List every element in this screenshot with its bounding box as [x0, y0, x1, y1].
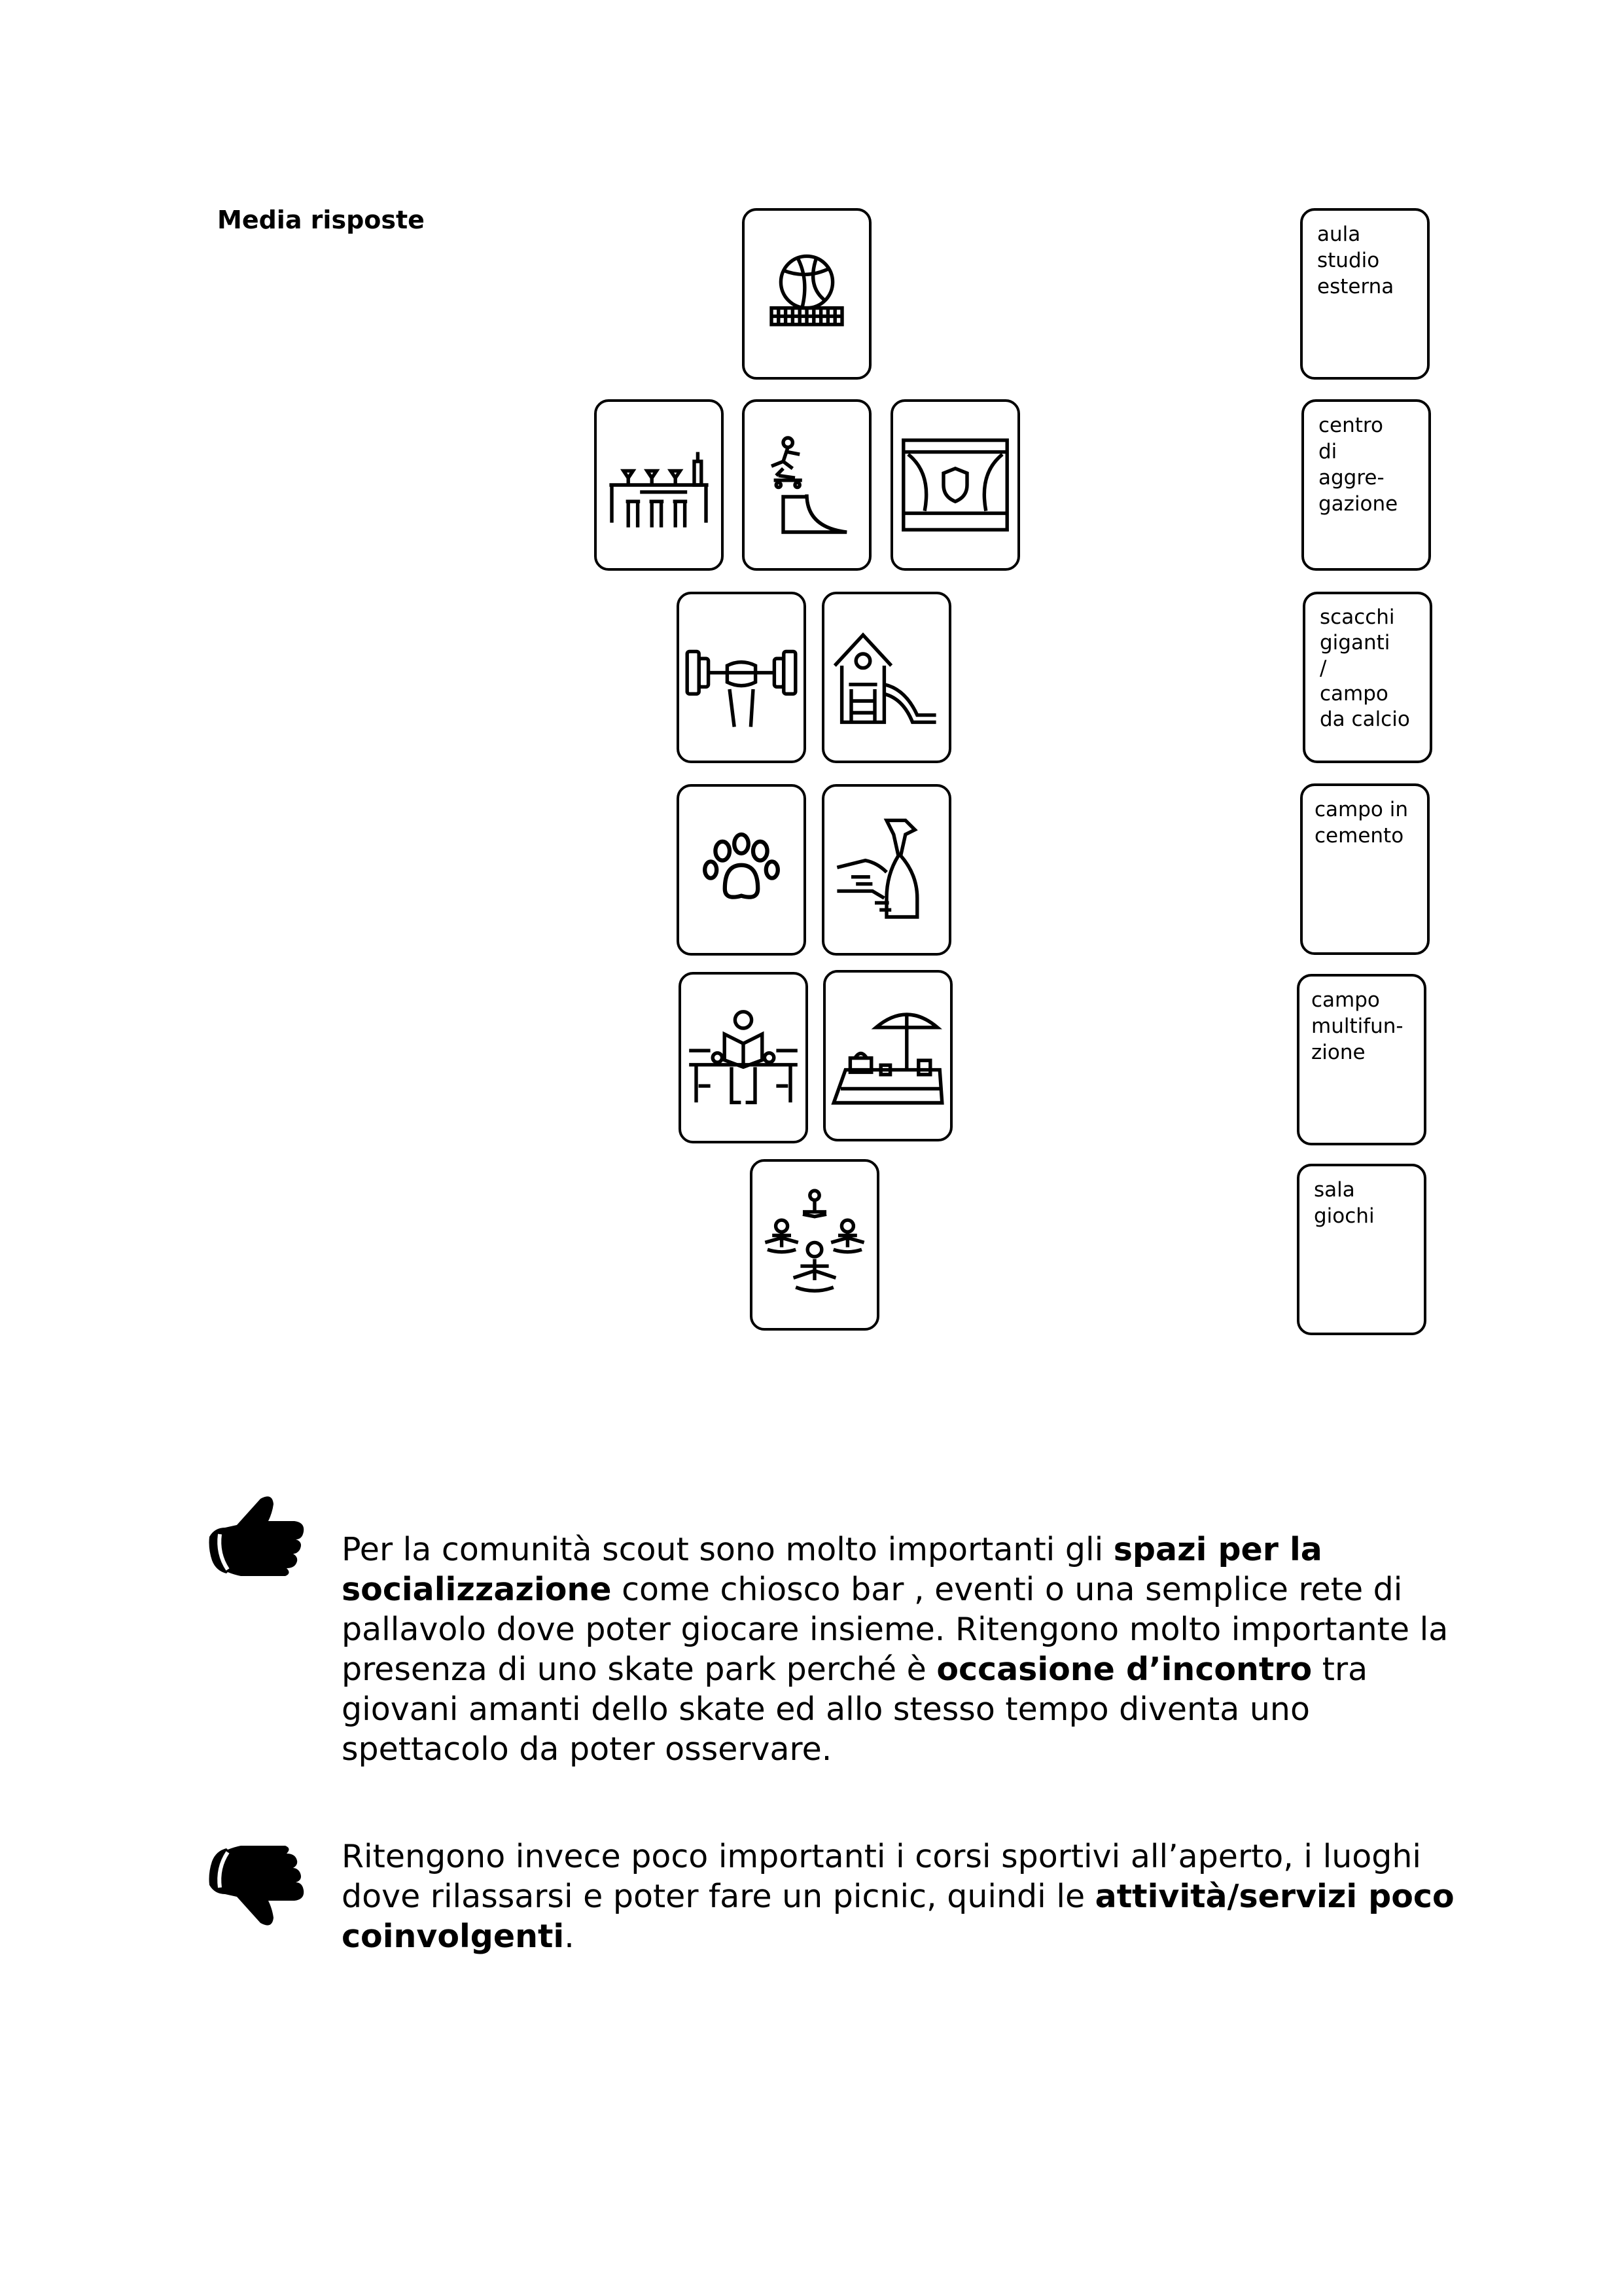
label-card-campo-cemento: campo in cemento — [1300, 783, 1430, 955]
label-card-campo-multifunzione: campo multifun- zione — [1297, 974, 1426, 1145]
group-yoga-icon — [756, 1186, 874, 1304]
card-weights — [677, 592, 806, 763]
positive-bold-1: spazi per la socializzazione — [342, 1531, 1322, 1608]
cleaning-spray-icon — [828, 811, 945, 929]
label-card-centro-aggregazione: centro di aggre- gazione — [1301, 399, 1431, 571]
card-skatepark — [742, 399, 872, 571]
positive-feedback-paragraph — [342, 1530, 1480, 1769]
card-theater — [891, 399, 1020, 571]
card-volleyball — [742, 208, 872, 380]
label-card-aula-studio: aula studio esterna — [1300, 208, 1430, 380]
label-card-sala-giochi: sala giochi — [1297, 1164, 1426, 1335]
positive-text-1: Per la comunità scout sono molto importanti gli — [342, 1531, 1114, 1568]
volleyball-net-icon — [748, 235, 866, 353]
positive-text-3: tra giovani amanti dello skate ed allo stesso tempo diventa uno spettacolo da poter osservare. — [342, 1651, 1368, 1768]
picnic-umbrella-icon — [829, 997, 947, 1115]
thumbs-up-icon — [208, 1492, 308, 1576]
positive-bold-2: occasione d’incontro — [936, 1651, 1313, 1688]
card-yoga — [750, 1159, 879, 1331]
bar-counter-icon — [600, 426, 718, 544]
skate-park-icon — [748, 426, 866, 544]
negative-text-2: . — [564, 1918, 574, 1955]
negative-feedback-paragraph — [342, 1837, 1480, 1956]
card-picnic — [823, 970, 953, 1141]
playground-icon — [828, 619, 945, 736]
reading-bench-icon — [684, 999, 802, 1117]
thumbs-down-icon — [208, 1846, 308, 1929]
weightlifting-icon — [682, 619, 800, 736]
card-playground — [822, 592, 951, 763]
card-paw — [677, 784, 806, 956]
label-card-scacchi-campo-calcio: scacchi giganti / campo da calcio — [1303, 592, 1432, 763]
page-title: Media risposte — [217, 206, 425, 234]
card-cleaning — [822, 784, 951, 956]
positive-text-2: come chiosco bar , eventi o una semplice rete di pallavolo dove poter giocare insieme. Ritengono molto importante la presenza di uno skate park perché è — [342, 1571, 1449, 1688]
card-reading — [679, 972, 808, 1143]
paw-print-icon — [682, 811, 800, 929]
card-bar — [594, 399, 724, 571]
negative-bold-1: attività/servizi poco coinvolgenti — [342, 1878, 1455, 1955]
theater-stage-icon — [896, 426, 1014, 544]
negative-text-1: Ritengono invece poco importanti i corsi sportivi all’aperto, i luoghi dove rilassarsi e poter fare un picnic, quindi le — [342, 1838, 1422, 1915]
